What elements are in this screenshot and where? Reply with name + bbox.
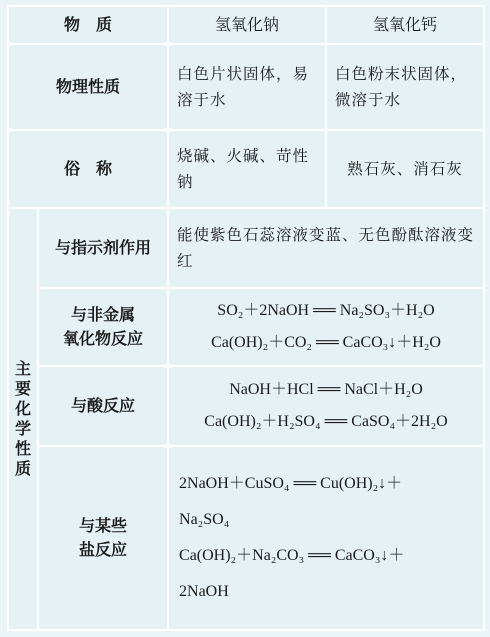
group-char: 学 — [14, 419, 31, 438]
physical-naoh: 白色片状固体，易溶于水 — [168, 44, 326, 130]
equation: Ca(OH)₂＋Na₂CO₃ ══ CaCO₃↓＋ — [179, 547, 405, 564]
equation: 2NaOH＋CuSO₄ ══ Cu(OH)₂↓＋ — [179, 475, 403, 492]
group-char: 主 — [14, 359, 31, 378]
salt-equations — [168, 446, 484, 630]
equation-continued: Na₂SO₄ — [179, 511, 230, 528]
physical-row — [8, 44, 484, 130]
equation: Ca(OH)₂＋H₂SO₄ ══ CaSO₄＋2H₂O — [204, 413, 448, 430]
salt-label-line1: 与某些 — [79, 516, 128, 535]
common-name-label: 俗 称 — [8, 130, 168, 208]
group-char: 化 — [14, 399, 31, 418]
group-char: 性 — [14, 439, 31, 458]
common-name-caoh: 熟石灰、消石灰 — [326, 130, 484, 208]
acid-equations — [168, 366, 484, 446]
indicator-text: 能使紫色石蕊溶液变蓝、无色酚酞溶液变红 — [168, 208, 484, 288]
equation-continued: 2NaOH — [179, 583, 229, 600]
nonmetal-oxide-label-line2: 氧化物反应 — [63, 329, 144, 348]
indicator-row — [8, 208, 484, 288]
nonmetal-oxide-row — [8, 288, 484, 366]
salt-row — [8, 446, 484, 630]
physical-label: 物理性质 — [8, 44, 168, 130]
salt-label-line2: 盐反应 — [79, 540, 128, 559]
group-char: 要 — [14, 379, 31, 398]
nonmetal-oxide-equations — [168, 288, 484, 366]
header-substance: 物 质 — [8, 6, 168, 44]
chemical-properties-label — [8, 208, 38, 630]
equation: Ca(OH)₂＋CO₂ ══ CaCO₃↓＋H₂O — [211, 334, 441, 351]
comparison-table — [7, 5, 485, 631]
group-char: 质 — [14, 459, 31, 478]
header-caoh: 氢氧化钙 — [326, 6, 484, 44]
nonmetal-oxide-label-line1: 与非金属 — [71, 305, 136, 324]
equation: NaOH＋HCl ══ NaCl＋H₂O — [229, 381, 423, 398]
common-name-row — [8, 130, 484, 208]
acid-label: 与酸反应 — [38, 366, 168, 446]
equation: SO₂＋2NaOH ══ Na₂SO₃＋H₂O — [217, 302, 435, 319]
salt-label — [38, 446, 168, 630]
header-naoh: 氢氧化钠 — [168, 6, 326, 44]
acid-row — [8, 366, 484, 446]
common-name-naoh: 烧碱、火碱、苛性钠 — [168, 130, 326, 208]
indicator-label: 与指示剂作用 — [38, 208, 168, 288]
physical-caoh: 白色粉末状固体，微溶于水 — [326, 44, 484, 130]
nonmetal-oxide-label — [38, 288, 168, 366]
header-row — [8, 6, 484, 44]
